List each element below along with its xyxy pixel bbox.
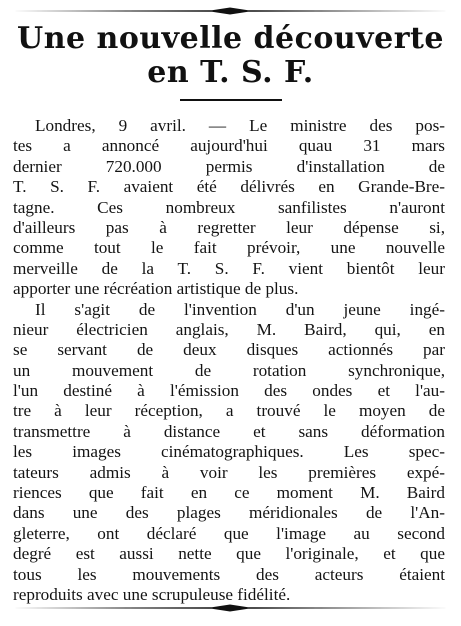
body-line: dans une des plages méridionales de l'An- [13,503,445,523]
body-line: Il s'agit de l'invention d'un jeune ingé- [35,299,445,319]
body-line: nieur électricien anglais, M. Baird, qui, en [13,319,445,339]
bottom-ornamental-rule [12,604,449,612]
headline-divider [180,99,282,101]
article-headline [0,22,461,90]
body-line: apporter une récréation artistique de plus. [13,279,299,299]
body-line: les images cinématographiques. Les spec- [13,442,445,462]
body-line: d'ailleurs pas à regretter leur dépense si, [13,217,445,237]
body-line: tes a annoncé aujourd'hui quau 31 mars [13,136,445,156]
body-line: l'un destiné à l'émission des ondes et l'au- [13,381,445,401]
body-line: se servant de deux disques actionnés par [13,340,445,360]
body-line: Londres, 9 avril. — Le ministre des pos- [35,116,445,135]
body-line: merveille de la T. S. F. vient bientôt leur [13,258,445,278]
top-ornamental-rule [12,7,449,15]
body-line: tous les mouvements des acteurs étaient [13,564,445,584]
body-line: riences que fait en ce moment M. Baird [13,483,445,503]
body-line: tre à leur réception, a trouvé le moyen de [13,401,445,421]
headline-line-2: en T. S. F. [147,55,314,90]
body-line: un mouvement de rotation synchronique, [13,360,445,380]
body-line: tateurs admis à voir les premières expé- [13,462,445,482]
body-line: tagne. Ces nombreux sanfilistes n'auront [13,197,445,217]
body-line: transmettre à distance et sans déformation [13,421,445,441]
headline-line-1: Une nouvelle découverte [17,21,444,56]
body-line: T. S. F. avaient été délivrés en Grande-Bre- [13,177,445,197]
body-line: dernier 720.000 permis d'installation de [13,156,445,176]
body-line: reproduits avec une scrupuleuse fidélité. [13,584,291,604]
article-body [13,116,445,605]
body-line: gleterre, ont déclaré que l'image au second [13,523,445,543]
body-line: comme tout le fait prévoir, une nouvelle [13,238,445,258]
body-line: degré est aussi nette que l'originale, et que [13,544,445,564]
